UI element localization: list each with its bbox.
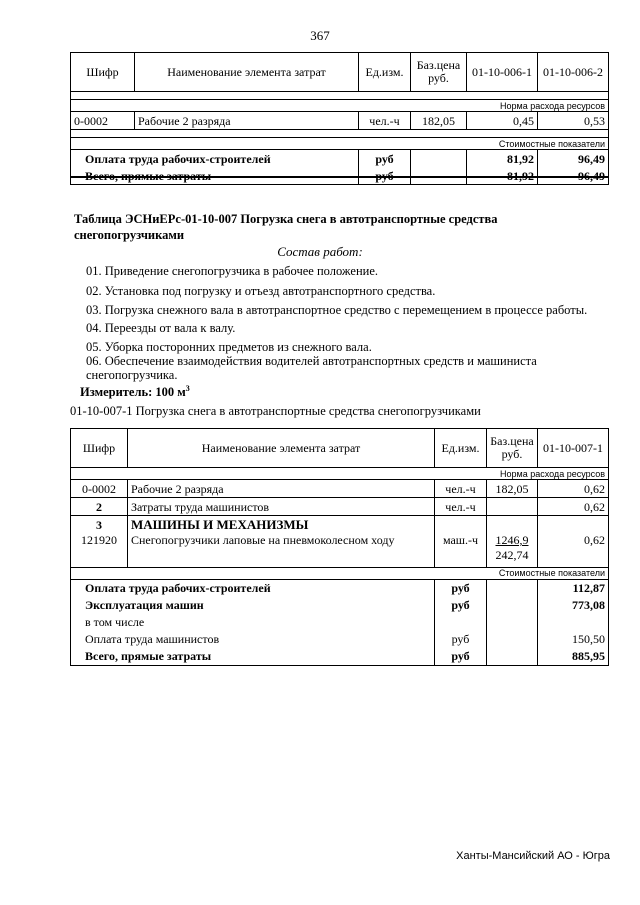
- table-row: 121920 Снегопогрузчики лаповые на пневмоколесном ходу маш.-ч 1246,9 242,74 0,62: [71, 533, 609, 567]
- table-row: Всего, прямые затраты руб 81,92 96,49: [71, 167, 609, 185]
- table-row: Оплата труда рабочих-строителей руб 81,92 96,49: [71, 150, 609, 168]
- header-name: Наименование элемента затрат: [128, 429, 435, 468]
- page-number: 367: [310, 28, 330, 43]
- machine-operator-price: 242,74: [495, 548, 529, 562]
- header-unit: Ед.изм.: [435, 429, 487, 468]
- table-header: [71, 429, 609, 468]
- table-row: Эксплуатация машин руб 773,08: [71, 597, 609, 614]
- header-col1: 01-10-007-1: [538, 429, 609, 468]
- measure-unit: Измеритель: 100 $м^3$: [80, 384, 190, 400]
- header-name: Наименование элемента затрат: [135, 53, 359, 92]
- header-base-price: Баз.цена руб.: [487, 429, 538, 468]
- rate-code-line: 01-10-007-1 Погрузка снега в автотранспортные средства снегопогрузчиками: [70, 404, 481, 418]
- operation-item: 06. Обеспечение взаимодействия водителей автотранспортных средств и машиниста снегопогрузчика.: [86, 354, 537, 382]
- composition-label: Состав работ:: [277, 244, 363, 259]
- header-code: Шифр: [71, 429, 128, 468]
- table-row: Всего, прямые затраты руб 885,95: [71, 648, 609, 666]
- footer-region: Ханты-Мансийский АО - Югра: [456, 850, 610, 862]
- estimate-table-1: [70, 52, 609, 185]
- section-norm-label: Норма расхода ресурсов: [71, 468, 609, 480]
- estimate-table-2: [70, 428, 609, 666]
- operation-item: 01. Приведение снегопогрузчика в рабочее положение.: [86, 264, 379, 278]
- operation-item: 05. Уборка посторонних предметов из снежного вала.: [86, 340, 372, 354]
- operation-item: 03. Погрузка снежного вала в автотранспортное средство с перемещением в процессе работы.: [86, 303, 588, 317]
- operation-item: 04. Переезды от вала к валу.: [86, 321, 236, 335]
- section-norm-label: Норма расхода ресурсов: [71, 100, 609, 112]
- machine-base-price: 1246,9: [495, 533, 529, 547]
- header-col2: 01-10-006-2: [538, 53, 609, 92]
- header-col1: 01-10-006-1: [467, 53, 538, 92]
- header-unit: Ед.изм.: [359, 53, 411, 92]
- table-row: Оплата труда рабочих-строителей руб 112,87: [71, 579, 609, 597]
- section-divider: [70, 176, 608, 178]
- table-row: 2 Затраты труда машинистов чел.-ч 0,62: [71, 498, 609, 516]
- table-header: [71, 53, 609, 92]
- table-row: Оплата труда машинистов руб 150,50: [71, 631, 609, 648]
- table-row: 0-0002 Рабочие 2 разряда чел.-ч 182,05 0,45 0,53: [71, 112, 609, 130]
- operation-item: 02. Установка под погрузку и отъезд автотранспортного средства.: [86, 284, 436, 298]
- header-code: Шифр: [71, 53, 135, 92]
- section-cost-label: Стоимостные показатели: [71, 138, 609, 150]
- header-base-price: Баз.цена руб.: [411, 53, 467, 92]
- table-row: 3 МАШИНЫ И МЕХАНИЗМЫ: [71, 516, 609, 534]
- table-row: 0-0002 Рабочие 2 разряда чел.-ч 182,05 0,62: [71, 480, 609, 498]
- section-title-line2: снегопогрузчиками: [74, 228, 185, 242]
- section-title-line1: Таблица ЭСНиЕРс-01-10-007 Погрузка снега в автотранспортные средства: [74, 212, 498, 226]
- table-row: в том числе: [71, 614, 609, 631]
- section-cost-label: Стоимостные показатели: [71, 567, 609, 579]
